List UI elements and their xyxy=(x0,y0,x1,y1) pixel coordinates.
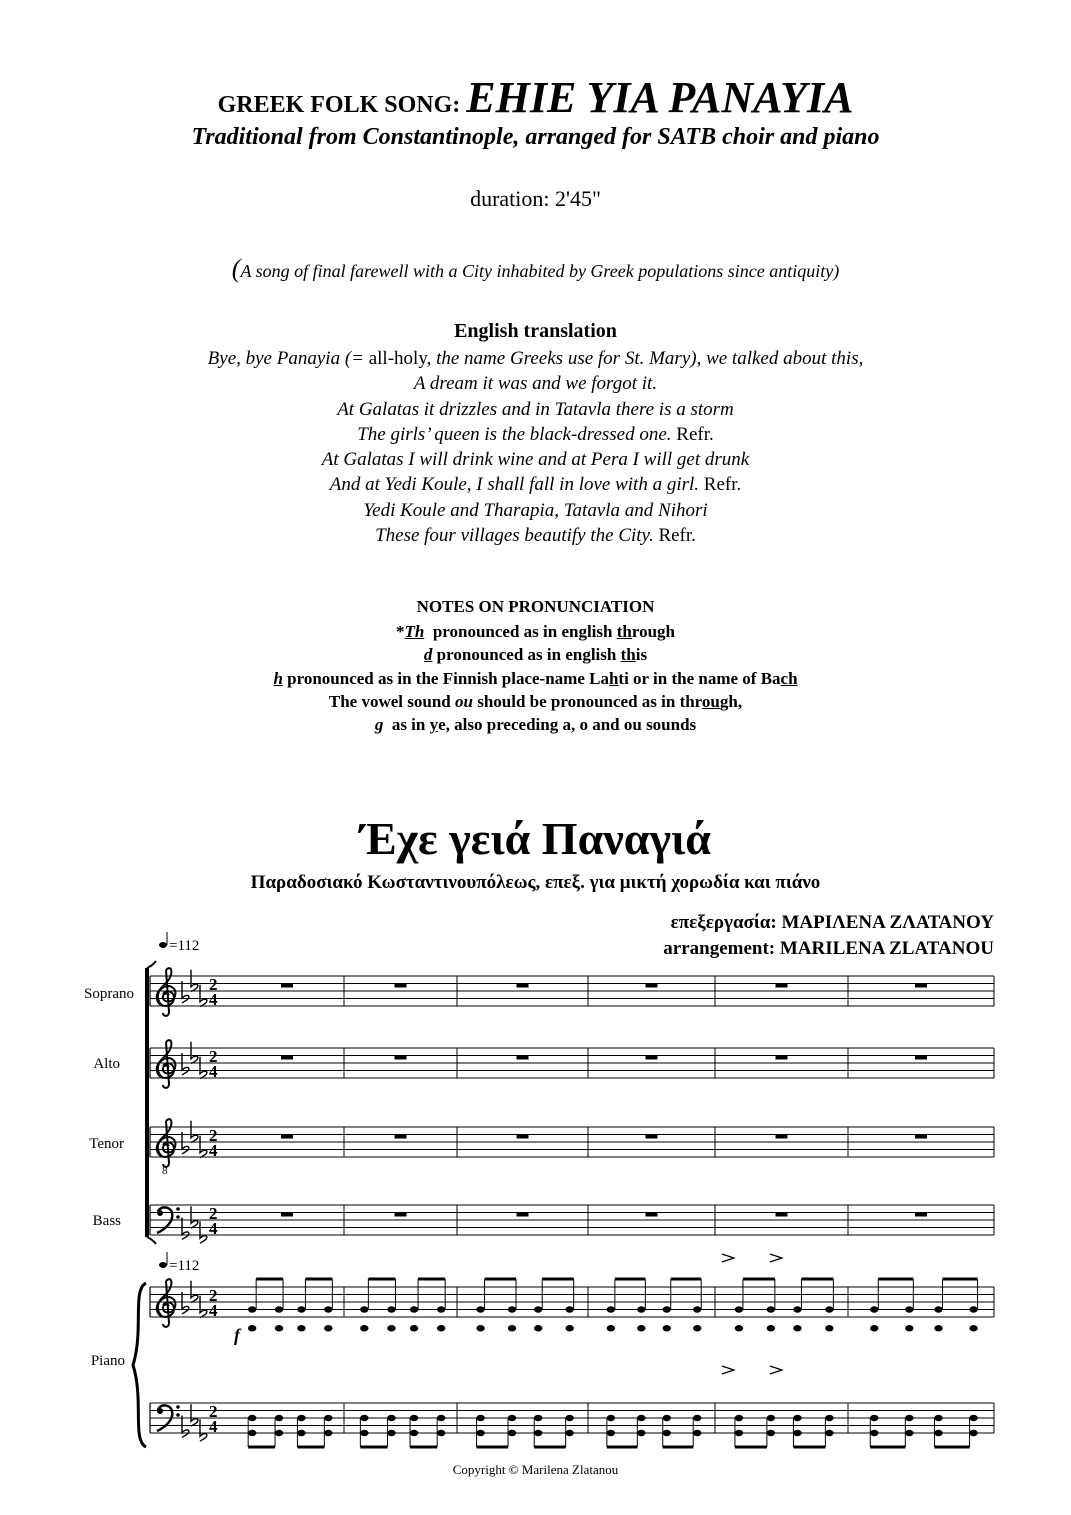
note-head xyxy=(508,1325,516,1331)
flat-icon xyxy=(182,1292,189,1314)
note-head xyxy=(934,1306,942,1312)
note-open-paren: ( xyxy=(231,254,241,283)
treble-clef-icon xyxy=(157,1119,176,1167)
note-head xyxy=(693,1325,701,1331)
pron-underline: ou xyxy=(701,691,720,711)
note-head xyxy=(870,1430,878,1436)
note-head xyxy=(248,1430,256,1436)
note-head xyxy=(607,1415,615,1421)
note-head xyxy=(410,1325,418,1331)
note-head xyxy=(297,1325,305,1331)
label-soprano: Soprano xyxy=(84,986,134,1002)
flat-icon xyxy=(182,1053,189,1075)
translation-fragment: These four villages beautify the City. xyxy=(375,525,654,547)
note-head xyxy=(825,1430,833,1436)
note-head xyxy=(767,1325,775,1331)
pron-text: pronounced as in english xyxy=(424,622,617,641)
note-head xyxy=(934,1430,942,1436)
time-signature-top: 2 xyxy=(209,975,218,994)
flat-icon xyxy=(200,1221,207,1243)
whole-rest xyxy=(395,984,407,988)
note-head xyxy=(825,1306,833,1312)
note-head xyxy=(437,1415,445,1421)
time-signature-top: 2 xyxy=(209,1204,218,1223)
time-signature-bottom: 4 xyxy=(209,1417,218,1436)
pron-key: g xyxy=(374,715,384,735)
accent-icon xyxy=(770,1254,782,1262)
note-head xyxy=(793,1306,801,1312)
note-head xyxy=(663,1430,671,1436)
note-head xyxy=(693,1430,701,1436)
note-head xyxy=(410,1415,418,1421)
note-head xyxy=(905,1306,913,1312)
note-head xyxy=(565,1325,573,1331)
note-head xyxy=(437,1325,445,1331)
note-head xyxy=(565,1306,573,1312)
note-head xyxy=(297,1306,305,1312)
note-head xyxy=(870,1306,878,1312)
pron-key: Th xyxy=(404,622,425,641)
tenor-octave-mark: 8 xyxy=(162,1165,168,1177)
note-head xyxy=(410,1306,418,1312)
flat-icon xyxy=(191,1206,198,1228)
note-head xyxy=(735,1306,743,1312)
note-head xyxy=(275,1325,283,1331)
pron-text: should be pronounced as in thr xyxy=(472,691,702,711)
flat-icon xyxy=(182,1132,189,1154)
note-head xyxy=(637,1415,645,1421)
note-head xyxy=(825,1415,833,1421)
pron-underline: th xyxy=(616,622,632,641)
note-head xyxy=(663,1325,671,1331)
translation-fragment: the name Greeks use for St. Mary), we talked about this, xyxy=(436,348,864,369)
tempo-choir-text: =112 xyxy=(169,938,200,954)
note-head xyxy=(324,1325,332,1331)
note-head xyxy=(360,1306,368,1312)
flat-icon xyxy=(200,1296,207,1318)
label-tenor: Tenor xyxy=(89,1136,124,1152)
copyright: Copyright © Marilena Zlatanou xyxy=(452,1462,619,1477)
whole-rest xyxy=(915,984,927,988)
whole-rest xyxy=(395,1213,407,1217)
flat-icon xyxy=(182,1218,189,1240)
note-head xyxy=(637,1430,645,1436)
whole-rest xyxy=(281,984,293,988)
whole-rest xyxy=(915,1213,927,1217)
pronunciation-heading: NOTES ON PRONUNCIATION xyxy=(416,597,655,616)
note-head xyxy=(905,1415,913,1421)
note-head xyxy=(387,1430,395,1436)
flat-icon xyxy=(191,1404,198,1426)
pron-text: as in xyxy=(383,715,430,735)
note-head xyxy=(969,1306,977,1312)
note-head xyxy=(387,1415,395,1421)
flat-icon xyxy=(200,1136,207,1158)
whole-rest xyxy=(646,1056,658,1060)
note-head xyxy=(663,1415,671,1421)
tempo-piano-text: =112 xyxy=(169,1258,200,1274)
label-bass: Bass xyxy=(92,1213,121,1229)
note-head xyxy=(534,1306,542,1312)
note-head xyxy=(735,1415,743,1421)
label-alto: Alto xyxy=(93,1056,120,1072)
note-head xyxy=(607,1306,615,1312)
treble-clef-icon xyxy=(157,968,176,1016)
note-head xyxy=(476,1306,484,1312)
refrain-mark: Refr. xyxy=(671,423,714,445)
pron-text: rough xyxy=(631,622,676,641)
note-head xyxy=(735,1430,743,1436)
note-head xyxy=(275,1306,283,1312)
asterisk: * xyxy=(395,622,405,641)
note-head xyxy=(793,1325,801,1331)
note-head xyxy=(508,1306,516,1312)
note-head xyxy=(905,1430,913,1436)
translation-fragment: all-holy, xyxy=(368,348,437,369)
note-head xyxy=(534,1430,542,1436)
whole-rest xyxy=(776,984,788,988)
time-signature-top: 2 xyxy=(209,1047,218,1066)
flat-icon xyxy=(191,1281,198,1303)
note-head xyxy=(324,1415,332,1421)
time-signature-top: 2 xyxy=(209,1402,218,1421)
refrain-mark: Refr. xyxy=(699,474,742,496)
whole-rest xyxy=(517,1135,529,1139)
pron-text: pronounced as in the Finnish place-name La xyxy=(282,668,609,688)
note-head xyxy=(663,1306,671,1312)
translation-fragment: And at Yedi Koule, I shall fall in love with a girl. xyxy=(329,474,700,496)
pron-text: gh, xyxy=(719,691,743,711)
note-head xyxy=(825,1325,833,1331)
whole-rest xyxy=(395,1056,407,1060)
note-head xyxy=(387,1325,395,1331)
whole-rest xyxy=(517,1213,529,1217)
flat-icon xyxy=(191,1042,198,1064)
flat-icon xyxy=(182,981,189,1003)
arranger-english: arrangement: MARILENA ZLATANOU xyxy=(663,938,994,959)
note-head xyxy=(508,1415,516,1421)
translation-line: Yedi Koule and Tharapia, Tatavla and Nihori xyxy=(363,499,708,521)
note-head xyxy=(607,1325,615,1331)
note-head xyxy=(324,1430,332,1436)
note-head xyxy=(767,1415,775,1421)
note-head xyxy=(870,1415,878,1421)
label-piano: Piano xyxy=(90,1353,125,1369)
note-head xyxy=(735,1325,743,1331)
note-head xyxy=(476,1415,484,1421)
dynamic-forte: f xyxy=(234,1325,240,1345)
tempo-mark-piano xyxy=(159,1252,167,1268)
note-head xyxy=(297,1430,305,1436)
translation-fragment: The girls’ queen is the black-dressed one. xyxy=(357,423,672,445)
note-head xyxy=(248,1415,256,1421)
note-head xyxy=(565,1415,573,1421)
note-text: A song of final farewell with a City inhabited by Greek populations since antiquity) xyxy=(240,261,840,281)
duration: duration: 2'45" xyxy=(470,186,601,211)
pron-text: The vowel sound xyxy=(328,691,455,711)
tempo-mark-choir xyxy=(159,932,167,948)
whole-rest xyxy=(776,1213,788,1217)
note-head xyxy=(275,1415,283,1421)
note-head xyxy=(248,1306,256,1312)
note-head xyxy=(534,1325,542,1331)
note-head xyxy=(360,1415,368,1421)
note-head xyxy=(476,1325,484,1331)
note-head xyxy=(934,1325,942,1331)
pron-key: d xyxy=(423,645,433,665)
accent-icon xyxy=(722,1366,734,1374)
translation-line: At Galatas it drizzles and in Tatavla there is a storm xyxy=(337,398,734,420)
greek-title: Έχε γειά Παναγιά xyxy=(360,813,711,864)
note-head xyxy=(360,1325,368,1331)
whole-rest xyxy=(646,1135,658,1139)
whole-rest xyxy=(776,1056,788,1060)
note-head xyxy=(508,1430,516,1436)
note-head xyxy=(607,1430,615,1436)
whole-rest xyxy=(646,1213,658,1217)
note-head xyxy=(905,1325,913,1331)
pron-text: is xyxy=(635,645,648,665)
note-head xyxy=(637,1306,645,1312)
note-head xyxy=(410,1430,418,1436)
translation-fragment: Bye, bye Panayia (= xyxy=(207,348,369,369)
note-head xyxy=(767,1306,775,1312)
note-head xyxy=(693,1306,701,1312)
whole-rest xyxy=(281,1056,293,1060)
time-signature-bottom: 4 xyxy=(209,1062,218,1081)
piano-brace xyxy=(133,1283,146,1447)
note-head xyxy=(793,1415,801,1421)
pron-underline: th xyxy=(620,645,636,665)
whole-rest xyxy=(517,1056,529,1060)
flat-icon xyxy=(200,1057,207,1079)
pron-underline: ch xyxy=(780,668,798,688)
treble-clef-icon xyxy=(157,1040,176,1088)
whole-rest xyxy=(915,1135,927,1139)
note-head xyxy=(437,1430,445,1436)
accent-icon xyxy=(722,1254,734,1262)
time-signature-top: 2 xyxy=(209,1126,218,1145)
note-head xyxy=(275,1430,283,1436)
note-head xyxy=(534,1415,542,1421)
pron-text: pronounced as in english xyxy=(432,645,621,665)
greek-subtitle: Παραδοσιακό Κωσταντινουπόλεως, επεξ. για μικτή χορωδία και πιάνο xyxy=(250,872,821,893)
note-head xyxy=(969,1415,977,1421)
note-head xyxy=(934,1415,942,1421)
whole-rest xyxy=(776,1135,788,1139)
pron-key: ou xyxy=(455,691,473,711)
time-signature-bottom: 4 xyxy=(209,1219,218,1238)
note-head xyxy=(476,1430,484,1436)
pron-underline: h xyxy=(608,668,619,688)
flat-icon xyxy=(200,1419,207,1441)
flat-icon xyxy=(191,970,198,992)
pron-key: h xyxy=(273,668,283,688)
time-signature-bottom: 4 xyxy=(209,990,218,1009)
pron-text: ti or in the name of Ba xyxy=(618,668,781,688)
whole-rest xyxy=(395,1135,407,1139)
note-head xyxy=(437,1306,445,1312)
arranger-greek: επεξεργασία: ΜΑΡΙΛΕΝΑ ΖΛΑΤΑΝΟΥ xyxy=(670,912,994,933)
whole-rest xyxy=(517,984,529,988)
note-head xyxy=(637,1325,645,1331)
note-head xyxy=(870,1325,878,1331)
accent-icon xyxy=(770,1366,782,1374)
note-head xyxy=(693,1415,701,1421)
treble-clef-icon xyxy=(157,1279,176,1327)
time-signature-top: 2 xyxy=(209,1286,218,1305)
subtitle: Traditional from Constantinople, arranged for SATB choir and piano xyxy=(191,124,880,150)
note-head xyxy=(360,1430,368,1436)
refrain-mark: Refr. xyxy=(653,525,696,547)
note-head xyxy=(387,1306,395,1312)
note-head xyxy=(297,1415,305,1421)
staves xyxy=(150,968,994,1447)
translation-line: At Galatas I will drink wine and at Pera I will get drunk xyxy=(321,449,750,471)
choir-bracket xyxy=(147,961,156,1244)
flat-icon xyxy=(200,985,207,1007)
title-prefix: GREEK FOLK SONG: xyxy=(217,92,467,118)
time-signature-bottom: 4 xyxy=(209,1301,218,1320)
whole-rest xyxy=(281,1135,293,1139)
note-head xyxy=(565,1430,573,1436)
pron-underline: y xyxy=(429,715,439,735)
note-head xyxy=(969,1325,977,1331)
note-head xyxy=(767,1430,775,1436)
time-signature-bottom: 4 xyxy=(209,1141,218,1160)
flat-icon xyxy=(191,1121,198,1143)
note-head xyxy=(793,1430,801,1436)
whole-rest xyxy=(915,1056,927,1060)
translation-heading: English translation xyxy=(454,320,617,342)
whole-rest xyxy=(281,1213,293,1217)
title-main: EHIE YIA PANAYIA xyxy=(466,73,854,122)
note-head xyxy=(324,1306,332,1312)
note-head xyxy=(969,1430,977,1436)
translation-line: A dream it was and we forgot it. xyxy=(413,373,658,395)
flat-icon xyxy=(182,1416,189,1438)
note-head xyxy=(248,1325,256,1331)
whole-rest xyxy=(646,984,658,988)
pron-text: e, also preceding a, o and ou sounds xyxy=(438,715,697,735)
